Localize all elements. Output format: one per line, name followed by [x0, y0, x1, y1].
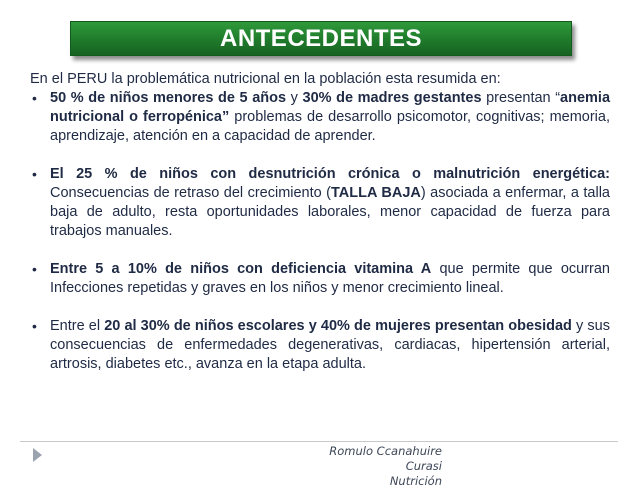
- bullet-icon: •: [32, 261, 37, 277]
- bullet-text: y sus consecuencias de enfermedades degenerativas, cardiacas, hipertensión arterial, artrosis, diabetes etc., avanza en la etapa adulta.: [50, 318, 610, 372]
- title-banner: [70, 21, 572, 56]
- bullet-text-bold: anemia nutricional o ferropénica”: [50, 90, 611, 125]
- author-role: Nutrición: [389, 474, 442, 488]
- footer-divider: [20, 441, 618, 442]
- intro-text: En el PERU la problemática nutricional en la población esta resumida en:: [30, 71, 501, 87]
- bullet-text: ) asociada a enfermar, a talla baja de adulto, resta oportunidades laborales, menor capacidad de fuerza para trabajos manuales.: [50, 185, 610, 239]
- bullet-item-obesidad: [30, 317, 610, 374]
- bullet-text-bold: El 25 % de niños con desnutrición crónica o malnutrición energética:: [50, 166, 610, 182]
- bullet-item-vitamina-a: [30, 260, 610, 298]
- bullet-text: y: [286, 90, 303, 106]
- bullet-icon: •: [32, 166, 37, 182]
- bullet-text-bold: TALLA BAJA: [331, 185, 421, 201]
- bullet-text: presentan “: [481, 90, 561, 106]
- author-name: Romulo Ccanahuire Curasi: [329, 444, 442, 473]
- bullet-text-bold: 30% de madres gestantes: [302, 90, 482, 106]
- bullet-item-anemia: [30, 89, 610, 146]
- bullet-item-desnutricion: [30, 165, 610, 241]
- bullet-icon: •: [32, 318, 37, 334]
- bullet-text-bold: 50 % de niños menores de 5 años: [50, 90, 287, 106]
- page-title: ANTECEDENTES: [219, 24, 423, 52]
- footer-credit: [290, 444, 442, 489]
- bullet-text: Entre el: [50, 318, 105, 334]
- slide-body: [30, 70, 610, 374]
- bullet-text: Consecuencias de retraso del crecimiento (: [50, 185, 332, 201]
- triangle-right-icon: [33, 448, 42, 462]
- bullet-text: problemas de desarrollo psicomotor, cognitivas; memoria, aprendizaje, atención en a capacidad de aprender.: [50, 109, 610, 144]
- bullet-text: que permite que ocurran Infecciones repetidas y graves en los niños y menor crecimiento lineal.: [50, 261, 610, 296]
- bullet-icon: •: [32, 90, 37, 106]
- bullet-text-bold: 20 al 30% de niños escolares y 40% de mujeres presentan obesidad: [104, 318, 572, 334]
- bullet-text-bold: Entre 5 a 10% de niños con deficiencia vitamina A: [50, 261, 432, 277]
